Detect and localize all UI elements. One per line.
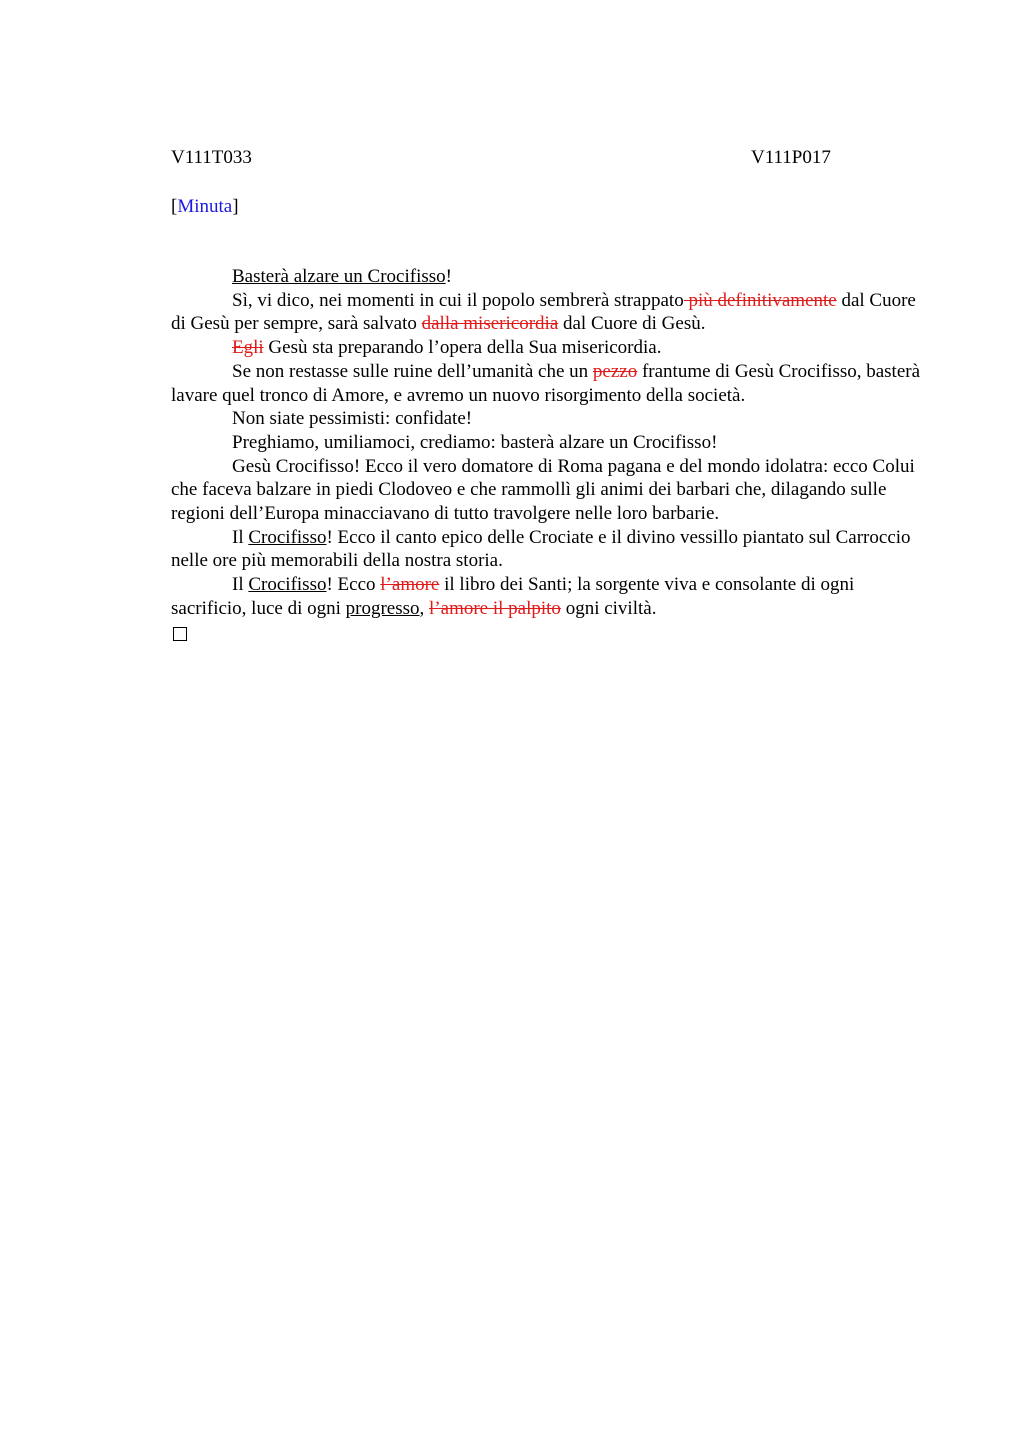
- paragraph-9: [171, 573, 931, 620]
- document-code-right: V111P017: [751, 147, 831, 168]
- paragraph-2-text-a: Sì, vi dico, nei momenti in cui il popolo sembrerà strappato: [232, 289, 684, 311]
- paragraph-title: Basterà alzare un Crocifisso: [232, 266, 446, 287]
- underlined-text: Crocifisso: [248, 574, 327, 596]
- paragraph-1: [171, 265, 931, 289]
- paragraph-4: [171, 360, 931, 407]
- deleted-text: l’amore il palpito: [429, 597, 561, 619]
- document-code-left: V111T033: [171, 147, 252, 168]
- paragraph-2-text-b: dal Cuore di Gesù per sempre, sarà salvato: [171, 289, 916, 335]
- paragraph-3: [171, 336, 931, 360]
- label-minuta: Minuta: [177, 196, 233, 217]
- document-header: [171, 146, 851, 172]
- paragraph-2-text-c: dal Cuore di Gesù.: [558, 313, 706, 335]
- paragraph-9-text-e: ogni civiltà.: [560, 597, 657, 619]
- deleted-text: più definitivamente: [683, 289, 837, 311]
- paragraph-4-text-b: frantume di Gesù Crocifisso, basterà lavare quel tronco di Amore, e avremo un nuovo risorgimento della società.: [171, 360, 921, 406]
- underlined-text: Crocifisso: [248, 526, 327, 548]
- deleted-text: dalla misericordia: [421, 313, 559, 335]
- label-close-bracket: ]: [232, 196, 239, 217]
- paragraph-7: [171, 455, 931, 526]
- deleted-text: Egli: [232, 337, 264, 359]
- paragraph-4-text-a: Se non restasse sulle ruine dell’umanità che un: [232, 360, 593, 382]
- paragraph-8-text-a: Il: [232, 526, 249, 548]
- deleted-text: pezzo: [592, 360, 638, 382]
- paragraph-7-text: Gesù Crocifisso! Ecco il vero domatore di Roma pagana e del mondo idolatra: ecco Colui che faceva balzare in piedi Clodoveo e che rammollì gli animi dei barbari che, dilagando sulle regioni dell’Europa minacciavano di tutto travolgere nelle loro barbarie.: [171, 455, 915, 525]
- label-open-bracket: [: [171, 196, 178, 217]
- paragraph-8: [171, 526, 931, 573]
- paragraph-5: [171, 407, 931, 431]
- paragraph-9-text-b: ! Ecco: [326, 574, 381, 596]
- deleted-text: l’amore: [380, 574, 440, 596]
- document-label: [171, 195, 239, 219]
- document-body: [171, 265, 931, 647]
- paragraph-6-text: Preghiamo, umiliamoci, crediamo: basterà alzare un Crocifisso!: [232, 431, 718, 453]
- paragraph-9-text-a: Il: [232, 574, 249, 596]
- paragraph-3-text-a: Gesù sta preparando l’opera della Sua misericordia.: [263, 337, 662, 359]
- paragraph-9-text-d: ,: [419, 597, 430, 619]
- paragraph-1-end: !: [445, 266, 452, 287]
- paragraph-5-text: Non siate pessimisti: confidate!: [232, 408, 473, 430]
- paragraph-8-text-b: ! Ecco il canto epico delle Crociate e il divino vessillo piantato sul Carroccio nelle ore più memorabili della nostra storia.: [171, 526, 911, 572]
- paragraph-2: [171, 289, 931, 336]
- square-outline-icon: [173, 627, 187, 641]
- end-marker-row: [171, 621, 931, 648]
- paragraph-9-text-c: il libro dei Santi; la sorgente viva e consolante di ogni sacrificio, luce di ogni: [171, 574, 855, 619]
- underlined-text: progresso: [345, 597, 420, 619]
- paragraph-6: [171, 431, 931, 455]
